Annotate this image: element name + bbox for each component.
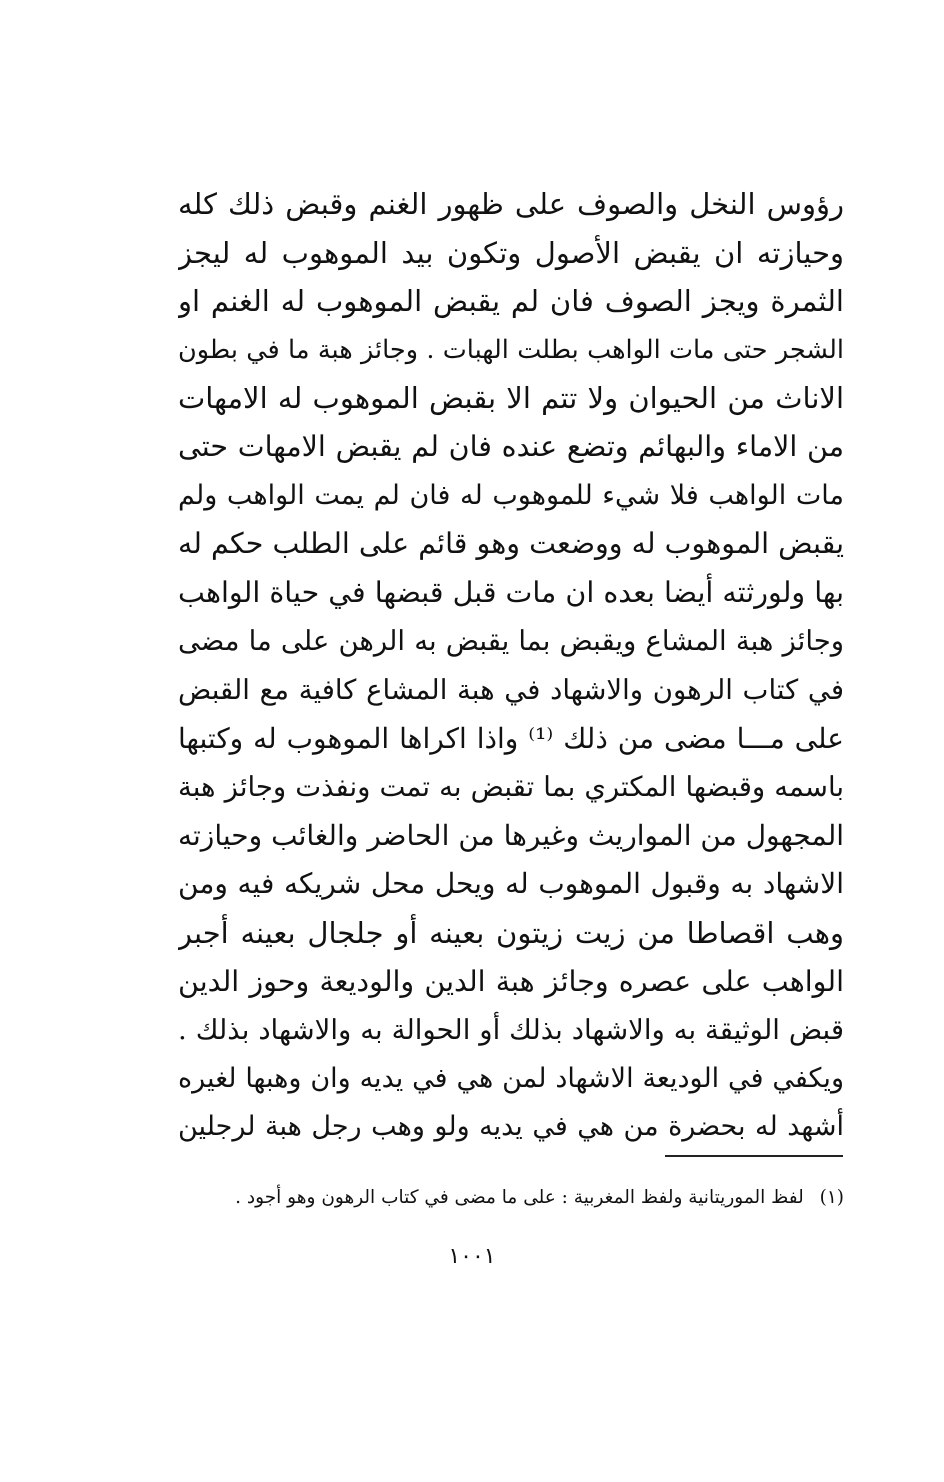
text-line: أشهد له بحضرة من هي في يديه ولو وهب رجل هبة لرجلين (178, 1111, 844, 1143)
text-line: في كتاب الرهون والاشهاد في هبة المشاع كافية مع القبض (178, 673, 844, 706)
text-line: المجهول من المواريث وغيرها من الحاضر والغائب وحيازته (178, 818, 844, 852)
text-line: باسمه وقبضها المكتري بما تقبض به تمت ونفذت وجائز هبة (178, 771, 844, 804)
text-line: الشجر حتى مات الواهب بطلت الهبات . وجائز هبة ما في بطون (178, 334, 844, 365)
footnote (230, 1184, 844, 1212)
text-line: قبض الوثيقة به والاشهاد بذلك أو الحوالة به والاشهاد بذلك . (178, 1014, 844, 1047)
text-line: على مـــا مضى من ذلك ⁽¹⁾ واذا اكراها الموهوب له وكتبها (178, 721, 844, 755)
text-line: الواهب على عصره وجائز هبة الدين والوديعة وحوز الدين (178, 964, 844, 998)
text-line: الاناث من الحيوان ولا تتم الا بقبض الموهوب له الامهات (178, 381, 844, 416)
text-line: من الاماء والبهائم وتضع عنده فان لم يقبض الامهات حتى (178, 429, 844, 463)
text-line: وحيازته ان يقبض الأصول وتكون بيد الموهوب له ليجز (178, 235, 844, 270)
text-line: الاشهاد به وقبول الموهوب له ويحل محل شريكه فيه ومن (178, 867, 844, 901)
main-text-block (178, 180, 844, 1152)
text-line: وهب اقصاطا من زيت زيتون بعينه أو جلجال بعينه أجبر (178, 915, 844, 950)
text-line: رؤوس النخل والصوف على ظهور الغنم وقبض ذلك كله (178, 187, 844, 221)
footnote-marker: (١) (819, 1187, 844, 1208)
text-line: مات الواهب فلا شيء للموهوب له فان لم يمت الواهب ولم (178, 479, 844, 511)
page-number: ١٠٠١ (448, 1244, 496, 1269)
footnote-text: لفظ الموريتانية ولفظ المغربية : على ما مضى في كتاب الرهون وهو أجود . (235, 1187, 804, 1208)
footnote-divider (665, 1155, 843, 1157)
text-line: وجائز هبة المشاع ويقبض بما يقبض به الرهن على ما مضى (178, 625, 844, 658)
text-line: الثمرة ويجز الصوف فان لم يقبض الموهوب له الغنم او (178, 284, 844, 319)
text-line: بها ولورثته أيضا بعده ان مات قبل قبضها في حياة الواهب (178, 575, 844, 609)
text-line: يقبض الموهوب له ووضعت وهو قائم على الطلب حكم له (178, 527, 844, 561)
text-line: ويكفي في الوديعة الاشهاد لمن هي في يديه وان وهبها لغيره (178, 1062, 844, 1094)
